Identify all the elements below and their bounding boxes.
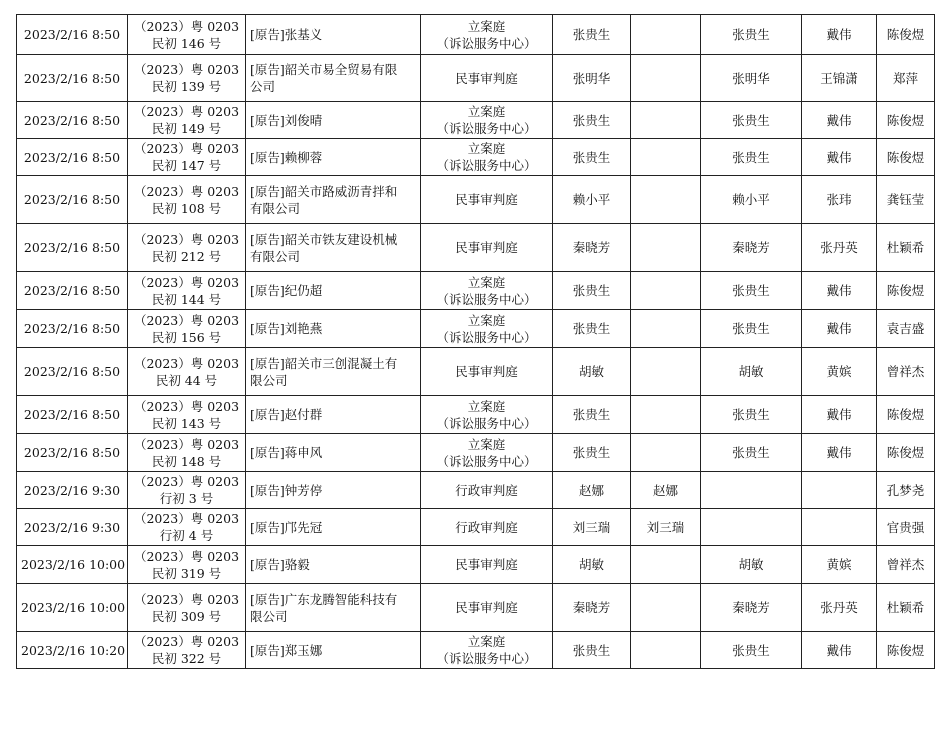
presiding-judge-cell: 赖小平 [701, 176, 802, 224]
assessor-cell: 戴伟 [802, 434, 877, 472]
assessor-cell: 黄嫔 [802, 546, 877, 584]
party-cell [246, 310, 421, 348]
party-cell [246, 396, 421, 434]
party-cell [246, 472, 421, 509]
case-number-cell-line: （2023）粤 0203 [133, 591, 240, 607]
table-row [17, 176, 935, 224]
clerk-cell: 曾祥杰 [877, 546, 935, 584]
party-cell-line: 限公司 [250, 608, 288, 624]
assessor-cell [802, 509, 877, 546]
judge-2-cell [631, 632, 701, 669]
party-cell [246, 434, 421, 472]
case-number-cell-line: 民初 148 号 [151, 453, 222, 469]
table-row [17, 472, 935, 509]
judge-cell: 张贵生 [553, 310, 631, 348]
judge-2-cell [631, 176, 701, 224]
hearing-time-cell: 2023/2/16 8:50 [17, 310, 128, 348]
party-cell-line: 公司 [250, 79, 276, 94]
clerk-cell: 陈俊煜 [877, 396, 935, 434]
table-row [17, 224, 935, 272]
judge-2-cell [631, 584, 701, 632]
tribunal-cell-line: 行政审判庭 [455, 519, 518, 535]
tribunal-cell-line: 立案庭 [467, 18, 506, 34]
party-cell-line: [原告]赖柳蓉 [250, 149, 323, 165]
case-number-cell-line: （2023）粤 0203 [133, 274, 240, 290]
judge-2-cell [631, 310, 701, 348]
judge-cell: 张明华 [553, 55, 631, 102]
party-cell [246, 348, 421, 396]
party-cell [246, 102, 421, 139]
party-cell [246, 272, 421, 310]
tribunal-cell [421, 55, 553, 102]
judge-cell: 张贵生 [553, 396, 631, 434]
tribunal-cell-line: （诉讼服务中心） [436, 415, 537, 431]
case-number-cell-line: （2023）粤 0203 [133, 474, 240, 489]
case-number-cell-line: 民初 146 号 [151, 35, 222, 51]
table-row [17, 55, 935, 102]
party-cell-line: 有限公司 [250, 248, 301, 264]
judge-2-cell [631, 272, 701, 310]
case-number-cell [128, 509, 246, 546]
case-number-cell-line: （2023）粤 0203 [133, 141, 240, 156]
hearing-time-cell: 2023/2/16 9:30 [17, 472, 128, 509]
case-number-cell [128, 434, 246, 472]
tribunal-cell-line: （诉讼服务中心） [436, 453, 537, 469]
presiding-judge-cell: 胡敏 [701, 546, 802, 584]
judge-cell: 张贵生 [553, 15, 631, 55]
case-number-cell-line: （2023）粤 0203 [133, 436, 240, 452]
party-cell-line: [原告]韶关市三创混凝土有 [250, 355, 398, 371]
tribunal-cell-line: 立案庭 [467, 104, 506, 119]
case-number-cell-line: （2023）粤 0203 [133, 104, 240, 119]
assessor-cell: 戴伟 [802, 396, 877, 434]
tribunal-cell-line: 民事审判庭 [455, 364, 518, 379]
table-row [17, 139, 935, 176]
presiding-judge-cell: 张贵生 [701, 102, 802, 139]
hearing-time-cell: 2023/2/16 8:50 [17, 272, 128, 310]
case-number-cell-line: （2023）粤 0203 [133, 62, 240, 77]
assessor-cell: 王锦潇 [802, 55, 877, 102]
presiding-judge-cell: 张贵生 [701, 632, 802, 669]
hearing-time-cell: 2023/2/16 8:50 [17, 139, 128, 176]
tribunal-cell [421, 224, 553, 272]
judge-cell: 张贵生 [553, 102, 631, 139]
judge-2-cell [631, 546, 701, 584]
party-cell-line: [原告]韶关市路威沥青拌和 [250, 183, 398, 199]
case-number-cell-line: （2023）粤 0203 [133, 398, 240, 414]
case-number-cell [128, 472, 246, 509]
assessor-cell: 张丹英 [802, 584, 877, 632]
assessor-cell: 黄嫔 [802, 348, 877, 396]
tribunal-cell-line: （诉讼服务中心） [436, 291, 537, 307]
judge-cell: 刘三瑞 [553, 509, 631, 546]
party-cell-line: [原告]广东龙腾智能科技有 [250, 591, 398, 607]
tribunal-cell-line: 立案庭 [467, 398, 506, 414]
case-number-cell-line: 行初 3 号 [159, 491, 214, 506]
assessor-cell: 张玮 [802, 176, 877, 224]
party-cell [246, 15, 421, 55]
party-cell [246, 509, 421, 546]
table-row [17, 348, 935, 396]
table-row [17, 546, 935, 584]
case-number-cell-line: （2023）粤 0203 [133, 511, 240, 526]
clerk-cell: 陈俊煜 [877, 632, 935, 669]
presiding-judge-cell: 张贵生 [701, 139, 802, 176]
case-number-cell-line: （2023）粤 0203 [133, 18, 240, 34]
table-row [17, 310, 935, 348]
assessor-cell: 戴伟 [802, 139, 877, 176]
judge-cell: 张贵生 [553, 632, 631, 669]
party-cell [246, 176, 421, 224]
hearing-time-cell: 2023/2/16 10:20 [17, 632, 128, 669]
hearing-time-cell: 2023/2/16 8:50 [17, 102, 128, 139]
table-row [17, 632, 935, 669]
tribunal-cell-line: 行政审判庭 [455, 482, 518, 498]
tribunal-cell [421, 102, 553, 139]
case-number-cell-line: 民初 144 号 [151, 291, 222, 307]
case-number-cell-line: （2023）粤 0203 [133, 634, 240, 649]
case-number-cell-line: 行初 4 号 [159, 528, 214, 543]
tribunal-cell [421, 434, 553, 472]
presiding-judge-cell: 秦晓芳 [701, 224, 802, 272]
tribunal-cell [421, 632, 553, 669]
case-number-cell-line: 民初 156 号 [151, 329, 222, 345]
case-number-cell [128, 348, 246, 396]
party-cell-line: [原告]刘艳燕 [250, 321, 323, 336]
presiding-judge-cell [701, 472, 802, 509]
assessor-cell: 戴伟 [802, 102, 877, 139]
tribunal-cell-line: 民事审判庭 [455, 557, 518, 572]
tribunal-cell-line: 立案庭 [467, 436, 506, 452]
assessor-cell [802, 472, 877, 509]
tribunal-cell [421, 176, 553, 224]
tribunal-cell-line: 民事审判庭 [455, 192, 518, 207]
case-number-cell [128, 396, 246, 434]
assessor-cell: 戴伟 [802, 15, 877, 55]
judge-2-cell [631, 348, 701, 396]
party-cell-line: [原告]纪仍超 [250, 283, 323, 298]
presiding-judge-cell: 张明华 [701, 55, 802, 102]
case-number-cell-line: 民初 44 号 [155, 372, 218, 388]
case-number-cell-line: 民初 309 号 [151, 608, 222, 624]
tribunal-cell-line: （诉讼服务中心） [436, 329, 537, 345]
judge-cell: 张贵生 [553, 434, 631, 472]
tribunal-cell [421, 396, 553, 434]
clerk-cell: 陈俊煜 [877, 434, 935, 472]
clerk-cell: 杜颖希 [877, 224, 935, 272]
case-number-cell-line: （2023）粤 0203 [133, 548, 240, 564]
party-cell-line: [原告]蒋申风 [250, 445, 323, 460]
judge-cell: 秦晓芳 [553, 224, 631, 272]
case-number-cell-line: 民初 139 号 [151, 79, 222, 94]
table-row [17, 434, 935, 472]
tribunal-cell [421, 546, 553, 584]
clerk-cell: 陈俊煜 [877, 272, 935, 310]
clerk-cell: 官贵强 [877, 509, 935, 546]
hearing-time-cell: 2023/2/16 9:30 [17, 509, 128, 546]
tribunal-cell-line: 立案庭 [467, 141, 506, 156]
case-number-cell [128, 176, 246, 224]
hearing-time-cell: 2023/2/16 10:00 [17, 584, 128, 632]
presiding-judge-cell: 张贵生 [701, 272, 802, 310]
tribunal-cell-line: 民事审判庭 [455, 70, 518, 86]
case-number-cell-line: 民初 322 号 [151, 651, 222, 666]
table-row [17, 584, 935, 632]
tribunal-cell [421, 509, 553, 546]
case-number-cell-line: 民初 212 号 [151, 248, 222, 264]
tribunal-cell-line: （诉讼服务中心） [436, 35, 537, 51]
party-cell [246, 224, 421, 272]
judge-cell: 赖小平 [553, 176, 631, 224]
clerk-cell: 杜颖希 [877, 584, 935, 632]
case-number-cell [128, 272, 246, 310]
judge-cell: 胡敏 [553, 348, 631, 396]
clerk-cell: 孔梦尧 [877, 472, 935, 509]
clerk-cell: 曾祥杰 [877, 348, 935, 396]
party-cell-line: [原告]张基义 [250, 27, 323, 42]
judge-2-cell [631, 55, 701, 102]
party-cell-line: [原告]韶关市铁友建设机械 [250, 231, 398, 247]
case-number-cell [128, 55, 246, 102]
case-number-cell [128, 584, 246, 632]
case-number-cell-line: （2023）粤 0203 [133, 183, 240, 199]
hearing-time-cell: 2023/2/16 8:50 [17, 348, 128, 396]
party-cell [246, 139, 421, 176]
party-cell [246, 632, 421, 669]
case-number-cell [128, 310, 246, 348]
clerk-cell: 陈俊煜 [877, 102, 935, 139]
tribunal-cell [421, 15, 553, 55]
judge-2-cell [631, 15, 701, 55]
judge-cell: 胡敏 [553, 546, 631, 584]
tribunal-cell [421, 584, 553, 632]
party-cell-line: [原告]邝先冠 [250, 519, 323, 535]
table-row [17, 102, 935, 139]
clerk-cell: 陈俊煜 [877, 15, 935, 55]
judge-2-cell [631, 224, 701, 272]
tribunal-cell-line: （诉讼服务中心） [436, 121, 537, 136]
party-cell-line: [原告]刘俊晴 [250, 112, 323, 128]
case-number-cell-line: 民初 319 号 [151, 565, 222, 581]
presiding-judge-cell: 张贵生 [701, 434, 802, 472]
table-row [17, 509, 935, 546]
tribunal-cell [421, 472, 553, 509]
case-number-cell-line: 民初 147 号 [151, 158, 222, 173]
table-row [17, 396, 935, 434]
party-cell-line: [原告]赵付群 [250, 407, 323, 422]
tribunal-cell-line: 民事审判庭 [455, 600, 518, 615]
party-cell [246, 546, 421, 584]
party-cell [246, 584, 421, 632]
case-number-cell-line: （2023）粤 0203 [133, 312, 240, 328]
presiding-judge-cell: 张贵生 [701, 310, 802, 348]
case-number-cell [128, 632, 246, 669]
presiding-judge-cell: 张贵生 [701, 15, 802, 55]
tribunal-cell-line: （诉讼服务中心） [436, 158, 537, 173]
judge-2-cell [631, 139, 701, 176]
tribunal-cell [421, 310, 553, 348]
assessor-cell: 戴伟 [802, 272, 877, 310]
party-cell-line: 限公司 [250, 372, 288, 388]
case-number-cell-line: 民初 149 号 [151, 121, 222, 136]
party-cell-line: [原告]韶关市易全贸易有限 [250, 62, 398, 77]
tribunal-cell-line: 民事审判庭 [455, 240, 518, 255]
presiding-judge-cell: 胡敏 [701, 348, 802, 396]
case-number-cell [128, 15, 246, 55]
tribunal-cell [421, 272, 553, 310]
judge-cell: 张贵生 [553, 272, 631, 310]
judge-2-cell [631, 396, 701, 434]
party-cell [246, 55, 421, 102]
party-cell-line: [原告]骆毅 [250, 557, 310, 572]
hearing-time-cell: 2023/2/16 8:50 [17, 434, 128, 472]
judge-cell: 赵娜 [553, 472, 631, 509]
tribunal-cell-line: 立案庭 [467, 274, 506, 290]
assessor-cell: 戴伟 [802, 310, 877, 348]
tribunal-cell [421, 348, 553, 396]
clerk-cell: 郑萍 [877, 55, 935, 102]
judge-cell: 秦晓芳 [553, 584, 631, 632]
judge-cell: 张贵生 [553, 139, 631, 176]
presiding-judge-cell [701, 509, 802, 546]
clerk-cell: 袁吉盛 [877, 310, 935, 348]
case-number-cell [128, 139, 246, 176]
clerk-cell: 龚钰莹 [877, 176, 935, 224]
hearing-schedule-table [16, 14, 935, 669]
tribunal-cell-line: （诉讼服务中心） [436, 651, 537, 666]
party-cell-line: 有限公司 [250, 200, 301, 216]
case-number-cell-line: 民初 143 号 [151, 415, 222, 431]
case-number-cell-line: （2023）粤 0203 [133, 231, 240, 247]
judge-2-cell [631, 434, 701, 472]
table-row [17, 272, 935, 310]
party-cell-line: [原告]钟芳停 [250, 482, 323, 498]
case-number-cell [128, 224, 246, 272]
hearing-time-cell: 2023/2/16 8:50 [17, 396, 128, 434]
clerk-cell: 陈俊煜 [877, 139, 935, 176]
case-number-cell-line: （2023）粤 0203 [133, 355, 240, 371]
hearing-time-cell: 2023/2/16 8:50 [17, 15, 128, 55]
hearing-time-cell: 2023/2/16 8:50 [17, 55, 128, 102]
tribunal-cell-line: 立案庭 [467, 312, 506, 328]
assessor-cell: 戴伟 [802, 632, 877, 669]
case-number-cell [128, 102, 246, 139]
hearing-time-cell: 2023/2/16 8:50 [17, 224, 128, 272]
assessor-cell: 张丹英 [802, 224, 877, 272]
hearing-time-cell: 2023/2/16 8:50 [17, 176, 128, 224]
judge-2-cell [631, 102, 701, 139]
tribunal-cell [421, 139, 553, 176]
presiding-judge-cell: 秦晓芳 [701, 584, 802, 632]
case-number-cell-line: 民初 108 号 [151, 200, 222, 216]
case-number-cell [128, 546, 246, 584]
presiding-judge-cell: 张贵生 [701, 396, 802, 434]
judge-2-cell: 赵娜 [631, 472, 701, 509]
judge-2-cell: 刘三瑞 [631, 509, 701, 546]
party-cell-line: [原告]郑玉娜 [250, 642, 323, 658]
table-row [17, 15, 935, 55]
tribunal-cell-line: 立案庭 [467, 634, 506, 649]
hearing-time-cell: 2023/2/16 10:00 [17, 546, 128, 584]
